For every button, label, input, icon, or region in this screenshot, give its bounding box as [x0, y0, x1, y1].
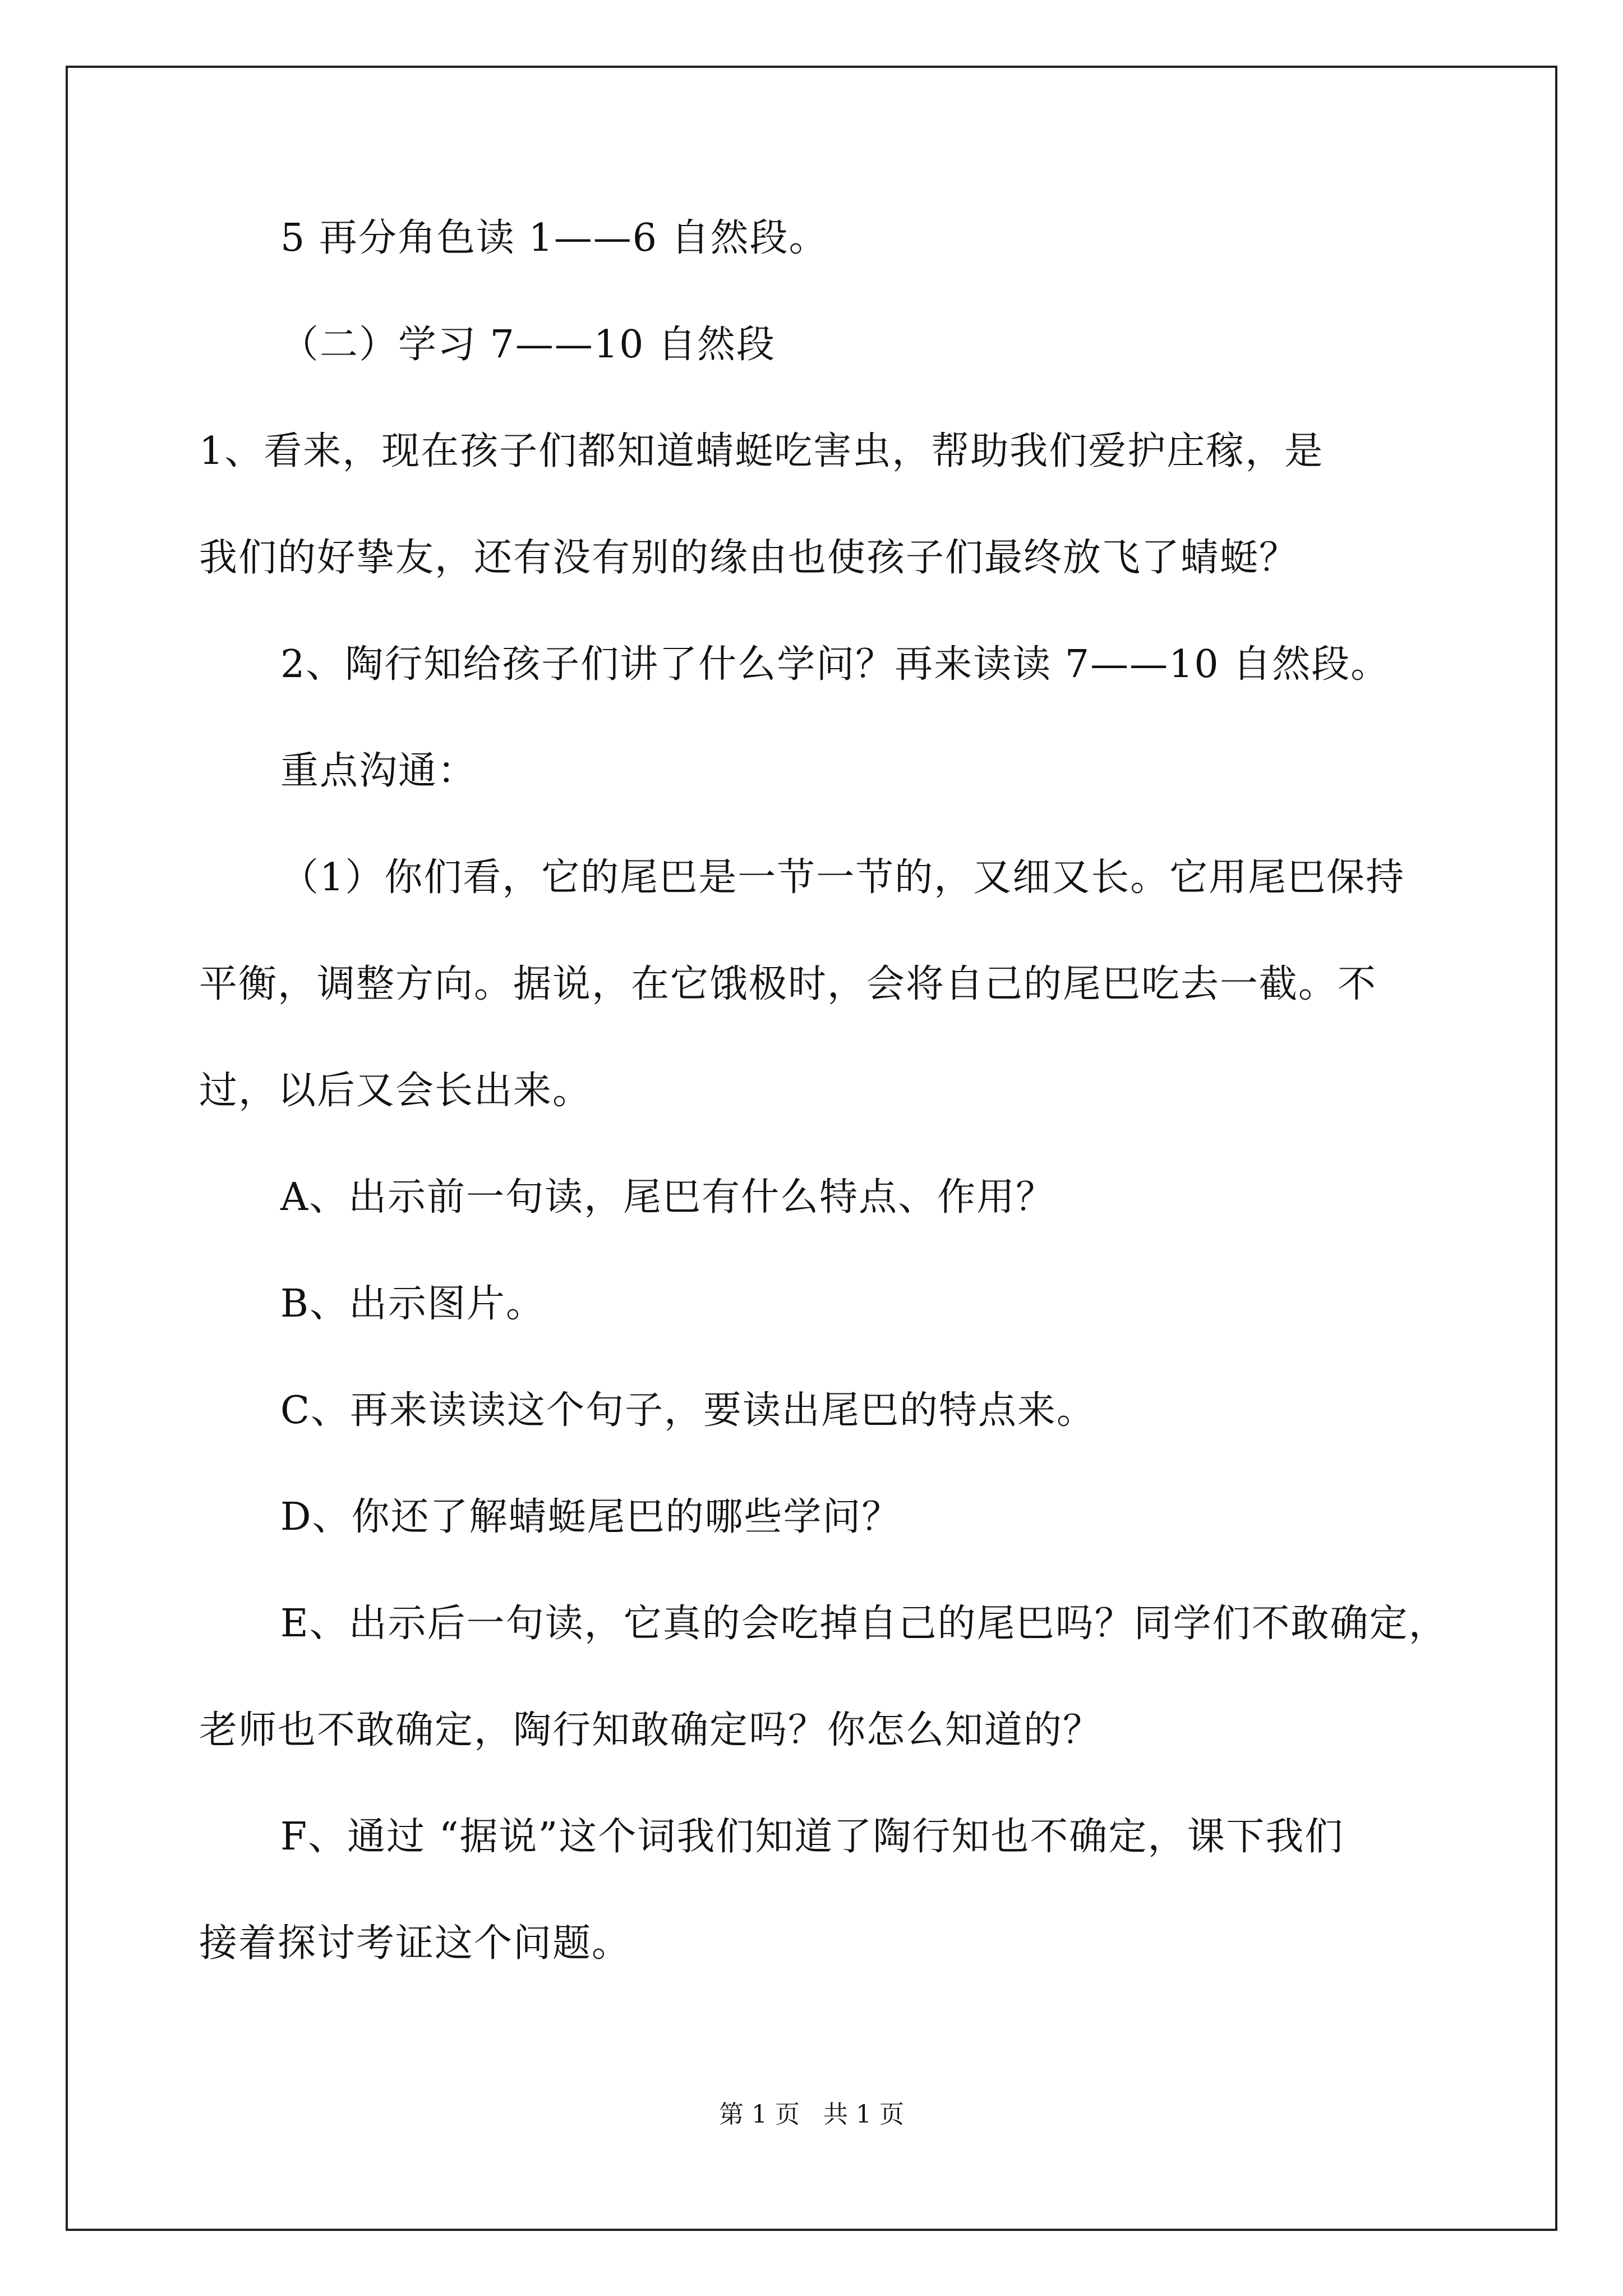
text-line-9: 过，以后又会长出来。 [199, 1069, 592, 1113]
text-line-6: 重点沟通： [280, 749, 477, 793]
text-line-16: F、通过 “据说”这个词我们知道了陶行知也不确定，课下我们 [280, 1815, 1344, 1859]
text-line-15: 老师也不敢确定，陶行知敢确定吗？你怎么知道的？ [199, 1708, 1103, 1752]
page-border [66, 66, 1557, 2231]
text-line-17: 接着探讨考证这个问题。 [199, 1921, 631, 1966]
text-line-14: E、出示后一句读，它真的会吃掉自己的尾巴吗？同学们不敢确定， [280, 1602, 1448, 1646]
text-line-8: 平衡，调整方向。据说，在它饿极时，会将自己的尾巴吃去一截。不 [199, 962, 1377, 1006]
text-line-1: 5 再分角色读 1——6 自然段。 [280, 216, 828, 260]
text-line-12: C、再来读读这个句子，要读出尾巴的特点来。 [280, 1388, 1096, 1433]
text-line-4: 我们的好挚友，还有没有别的缘由也使孩子们最终放飞了蜻蜓？ [199, 536, 1299, 580]
text-line-7: （1）你们看，它的尾巴是一节一节的，又细又长。它用尾巴保持 [280, 855, 1405, 900]
text-line-2: （二）学习 7——10 自然段 [280, 323, 776, 367]
text-line-11: B、出示图片。 [280, 1282, 545, 1326]
text-line-13: D、你还了解蜻蜓尾巴的哪些学问？ [280, 1495, 901, 1539]
text-line-10: A、出示前一句读，尾巴有什么特点、作用？ [280, 1175, 1055, 1220]
page-number-footer: 第 1 页 共 1 页 [719, 2100, 904, 2129]
text-line-5: 2、陶行知给孩子们讲了什么学问？再来读读 7——10 自然段。 [280, 642, 1390, 687]
text-line-3: 1、看来，现在孩子们都知道蜻蜓吃害虫，帮助我们爱护庄稼，是 [199, 429, 1324, 473]
